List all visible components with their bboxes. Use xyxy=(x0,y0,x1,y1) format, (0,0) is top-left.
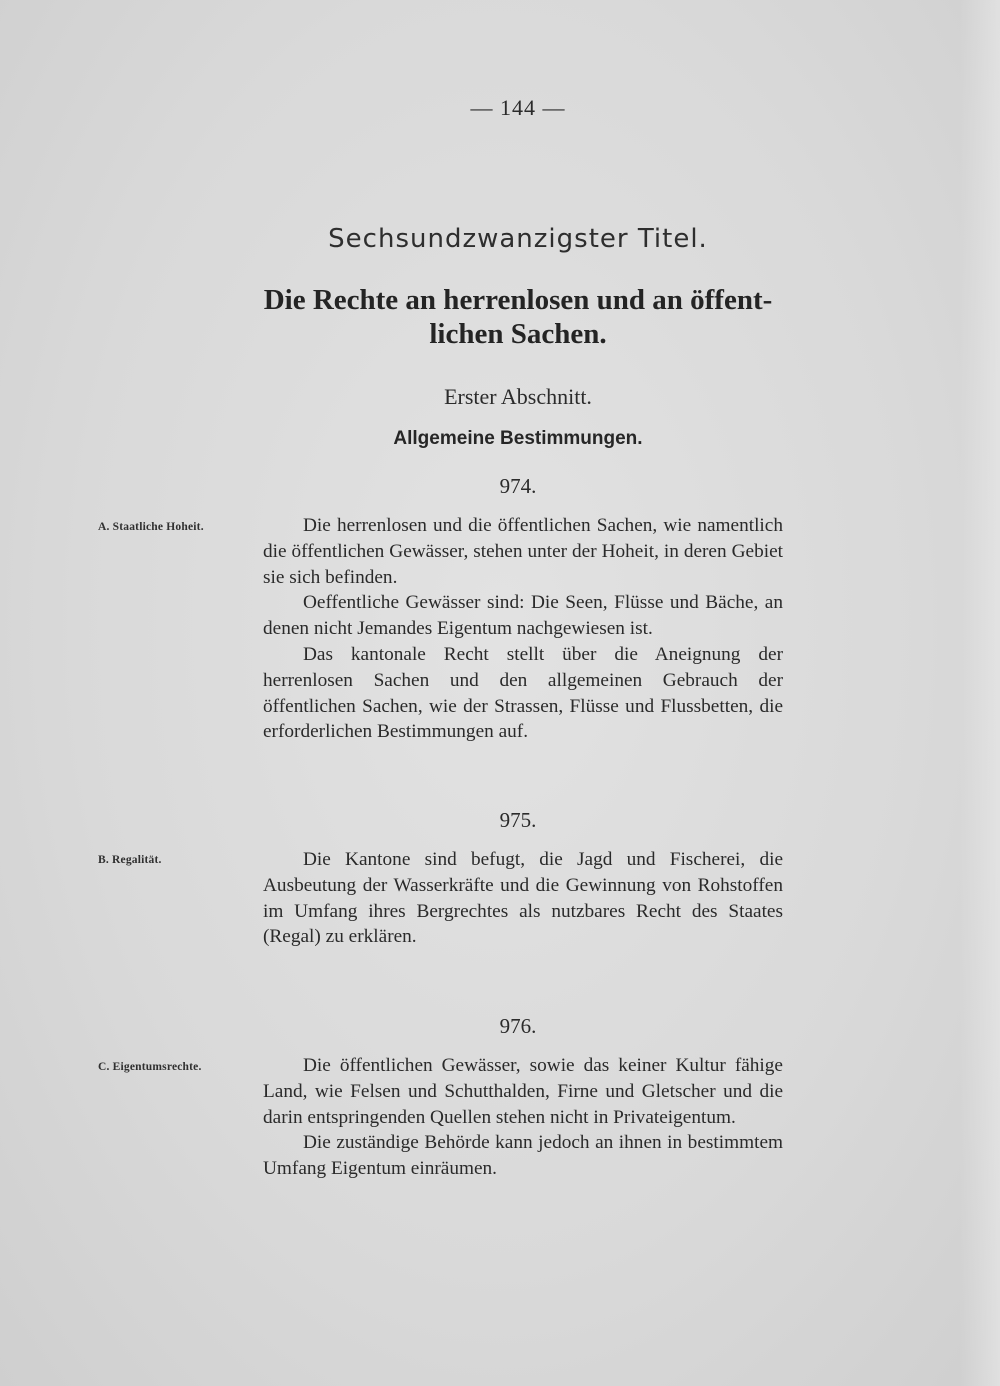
section-heading: Allgemeine Bestimmungen. xyxy=(393,428,643,449)
title-heading-line1: Die Rechte an herrenlosen und an öffent- xyxy=(263,284,773,316)
article-974-paragraph-1: Die herrenlosen und die öffentlichen Sachen, wie namentlich die öffentlichen Gewässer, stehen unter der Hoheit, in deren Gebiet sie sich befinden. xyxy=(263,515,783,588)
title-heading xyxy=(250,283,786,351)
article-976-paragraph-2: Die zuständige Behörde kann jedoch an ihnen in bestimmtem Umfang Eigentum einräumen. xyxy=(263,1132,783,1180)
article-number-976: 976. xyxy=(499,1014,537,1038)
marginal-note-regalitaet: B. Regalität. xyxy=(98,854,162,866)
article-974-paragraph-2: Oeffentliche Gewässer sind: Die Seen, Flüsse und Bäche, an denen nicht Jemandes Eigentum nachgewiesen ist. xyxy=(263,592,783,640)
article-975-text xyxy=(263,847,783,950)
article-974-text xyxy=(263,513,783,745)
article-974-paragraph-3: Das kantonale Recht stellt über die Aneignung der herrenlosen Sachen und den allgemeinen Gebrauch der öffentlichen Sachen, wie der Strassen, Flüsse und Flussbetten, die erforderlichen Bestimmungen auf. xyxy=(263,643,783,743)
marginal-note-eigentumsrechte: C. Eigentumsrechte. xyxy=(98,1061,202,1073)
article-975-paragraph-1: Die Kantone sind befugt, die Jagd und Fischerei, die Ausbeutung der Wasserkräfte und die Gewinnung von Rohstoffen im Umfang ihres Bergrechtes als nutzbares Recht des Staates (Regal) zu erklären. xyxy=(263,849,783,948)
title-heading-line2: lichen Sachen. xyxy=(429,318,607,350)
article-number-975: 975. xyxy=(499,808,537,832)
article-number-974: 974. xyxy=(499,474,537,498)
page-edge xyxy=(960,0,1000,1386)
article-976-text xyxy=(263,1053,783,1182)
title-number: Sechsundzwanzigster Titel. xyxy=(328,224,708,254)
article-976-paragraph-1: Die öffentlichen Gewässer, sowie das keiner Kultur fähige Land, wie Felsen und Schutthalden, Firne und Gletscher und die darin entspringenden Quellen stehen nicht in Privateigentum. xyxy=(263,1055,783,1128)
section-number: Erster Abschnitt. xyxy=(444,384,592,409)
marginal-note-staatliche-hoheit: A. Staatliche Hoheit. xyxy=(98,521,204,533)
page-number: — 144 — xyxy=(470,95,566,120)
